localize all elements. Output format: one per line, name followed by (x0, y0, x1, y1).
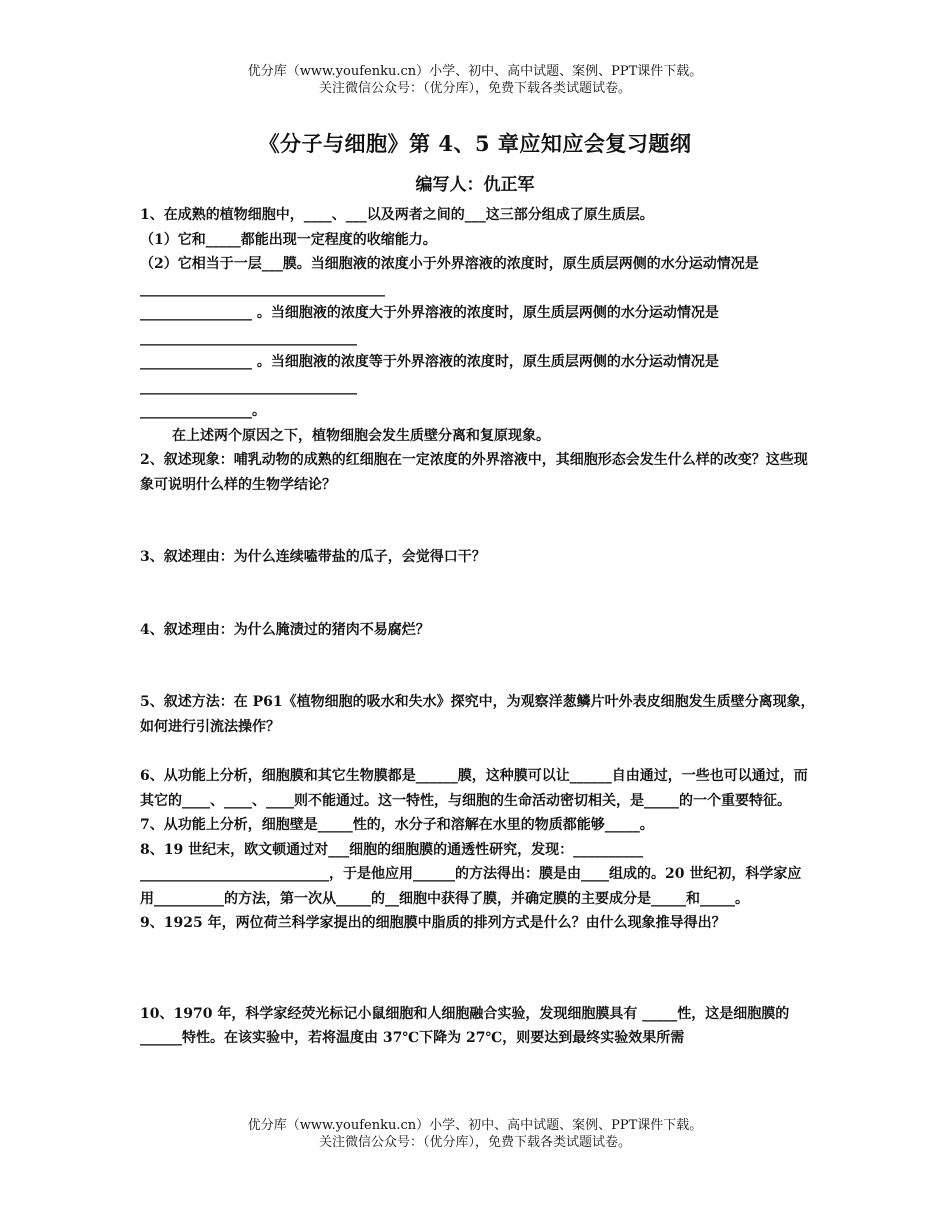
header-line-2: 关注微信公众号：（优分库），免费下载各类试题试卷。 (318, 81, 631, 96)
footer-line-1: 优分库（www.youfenku.cn）小学、初中、高中试题、案例、PPT课件下载。 (247, 1118, 703, 1133)
author-line: 编写人：仇正军 (415, 175, 535, 195)
question-5: 5、叙述方法：在 P61《植物细胞的吸水和失水》探究中，为观察洋葱鳞片叶外表皮细胞发生质壁分离现象，如何进行引流法操作？ (140, 694, 815, 735)
page-header (0, 63, 950, 97)
question-6: 6、从功能上分析，细胞膜和其它生物膜都是______膜，这种膜可以让______自由通过，一些也可以通过，而其它的____、____、____则不能通过。这一特性，与细胞的生命活动密切相关，是_____的一个重要特征。 (140, 768, 808, 809)
question-2: 2、叙述现象：哺乳动物的成熟的红细胞在一定浓度的外界溶液中，其细胞形态会发生什么样的改变？这些现象可说明什么样的生物学结论？ (140, 452, 808, 493)
question-1-sub-2a: （2）它相当于一层___膜。当细胞液的浓度小于外界溶液的浓度时，原生质层两侧的水分运动情况是___________________________________ (140, 256, 759, 297)
question-8: 8、19 世纪末，欧文顿通过对___细胞的细胞膜的通透性研究，发现：__________ ___________________________，于是他应用______的方法得出：膜是由____组成的。20 世纪初，科学家应用__________的方法，第一次从_____的__细胞中获得了膜，并确定膜的主要成分是_____和_____。 (140, 841, 802, 907)
question-1-note: 在上述两个原因之下，植物细胞会发生质壁分离和复原现象。 (172, 427, 550, 444)
question-4: 4、叙述理由：为什么腌渍过的猪肉不易腐烂？ (140, 621, 430, 638)
question-1-sub-2d: ________________。 (140, 403, 266, 419)
question-1-sub-2c: ________________ 。当细胞液的浓度等于外界溶液的浓度时，原生质层两侧的水分运动情况是_______________________________ (140, 354, 719, 395)
question-9: 9、1925 年，两位荷兰科学家提出的细胞膜中脂质的排列方式是什么？由什么现象推导得出？ (140, 915, 726, 931)
question-1-sub-1: （1）它和_____都能出现一定程度的收缩能力。 (140, 231, 437, 248)
page-footer (0, 1117, 950, 1151)
question-1-sub-2b: ________________ 。当细胞液的浓度大于外界溶液的浓度时，原生质层两侧的水分运动情况是_______________________________ (140, 305, 719, 346)
question-10: 10、1970 年，科学家经荧光标记小鼠细胞和人细胞融合实验，发现细胞膜具有 _____性，这是细胞膜的______特性。在该实验中，若将温度由 37℃下降为 27℃，则要达到最终实验效果所需 (140, 1005, 790, 1046)
question-1-stem: 1、在成熟的植物细胞中，____、___以及两者之间的___这三部分组成了原生质层。 (140, 207, 654, 223)
footer-line-2: 关注微信公众号：（优分库），免费下载各类试题试卷。 (318, 1135, 631, 1150)
document-title: 《分子与细胞》第 4、5 章应知应会复习题纲 (258, 131, 692, 156)
question-body (140, 203, 815, 1051)
question-7: 7、从功能上分析，细胞壁是_____性的，水分子和溶解在水里的物质都能够_____。 (140, 817, 654, 833)
header-line-1: 优分库（www.youfenku.cn）小学、初中、高中试题、案例、PPT课件下载。 (247, 64, 703, 79)
question-3: 3、叙述理由：为什么连续嗑带盐的瓜子，会觉得口干？ (140, 549, 486, 565)
